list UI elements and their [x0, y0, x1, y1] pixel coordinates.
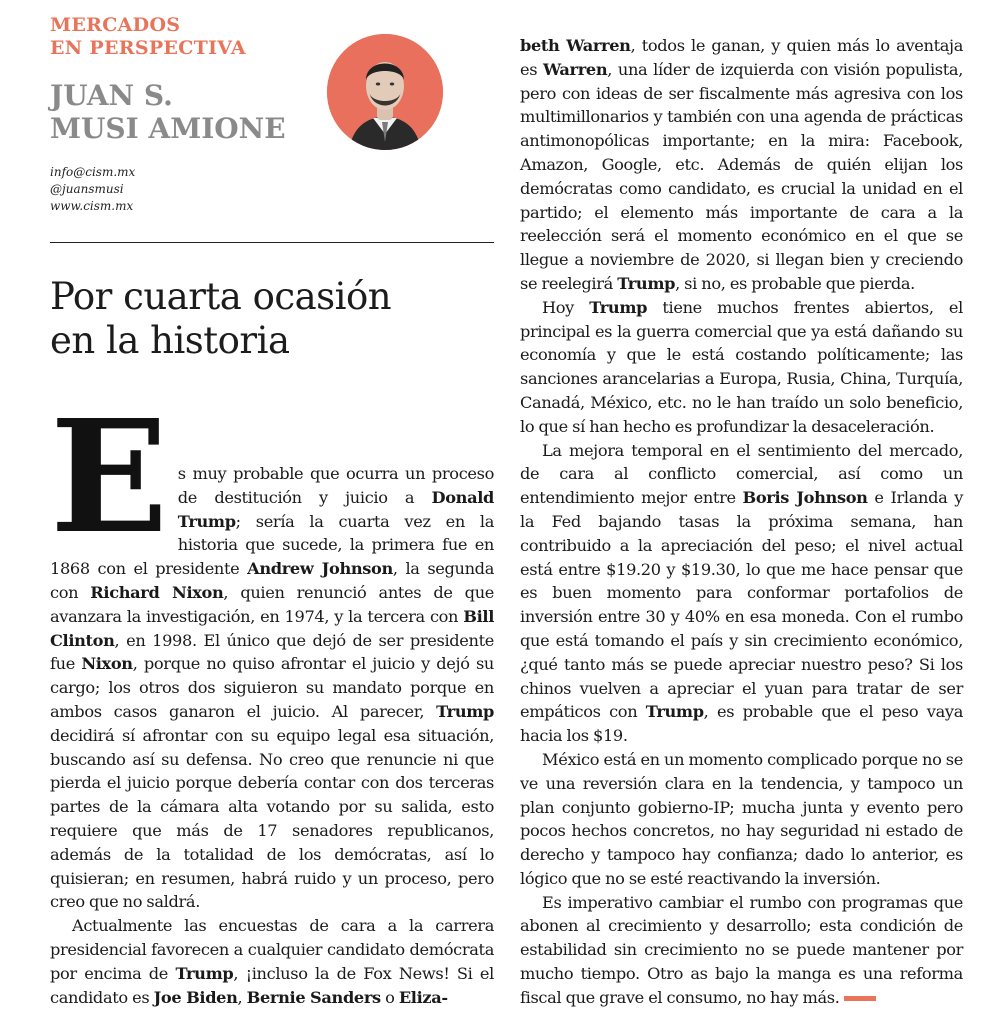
paragraph-5: México está en un momento complicado porque no se ve una reversión clara en la tendencia, y tampoco un plan conjunto gobierno-IP; mucha junta y evento pero pocos hechos concretos, no hay seguridad ni estado de derecho y tampoco hay confianza; dado lo anterior, es lógico que no se esté reactivando la inversión. [520, 749, 963, 888]
text: , todos le ganan, y quien más lo aventaja es [520, 36, 963, 79]
text: s muy probable que ocurra un proceso de destitución y juicio a [177, 464, 494, 507]
text: , en 1998. El único que dejó de ser presidente fue [50, 630, 494, 674]
name-bold: Joe Biden [153, 987, 238, 1007]
text: , es probable que el peso vaya hacia los $19. [520, 702, 963, 746]
name-bold: Andrew Johnson [247, 559, 393, 579]
author-line-2: MUSI AMIONE [50, 112, 286, 145]
text: Es imperativo cambiar el rumbo con programas que abonen al crecimiento y desarrollo; esta condición de estabilidad sin crecimiento no se puede mantener por mucho tiempo. Otro as bajo la manga es una reforma fiscal que grave el consumo, no hay más. [520, 892, 963, 1007]
text: , una líder de izquierda con visión populista, pero con ideas de ser fiscalmente más agresiva con los multimillonarios y también con una agenda de prácticas antimonopólicas importante; en la mira: Facebook, Amazon, Google, etc. Además de quién elijan los demócratas como candidato, es crucial la unidad en el partido; el elemento más importante de cara a la reelección será el momento económico en el que se llegue a noviembre de 2020, si llegan bien y creciendo se reelegirá [520, 59, 963, 293]
header-divider [50, 242, 494, 243]
text: Actualmente las encuestas de cara a la carrera presidencial favorecen a cualquier candidato demócrata por encima de [50, 916, 494, 983]
name-bold: Trump [175, 963, 234, 983]
name-bold: Trump [436, 701, 494, 721]
name-bold: Nixon [81, 654, 133, 674]
name-bold: Trump [645, 702, 704, 722]
text: , porque no quiso afrontar el juicio y dejó su cargo; los otros dos siguieron su mandato porque en ambos casos ganaron el juicio. Al parecer, [50, 654, 494, 721]
text: , la segunda con [50, 559, 494, 602]
article-body-left [50, 385, 495, 1009]
text: , si no, es probable que pierda. [675, 273, 915, 293]
name-bold: Donald Trump [177, 487, 494, 531]
kicker-line-2: EN PERSPECTIVA [50, 37, 246, 59]
article-headline [50, 275, 494, 363]
author-portrait-icon [327, 34, 443, 150]
headline-line-2: en la historia [50, 319, 290, 362]
text: tiene muchos frentes abiertos, el principal es la guerra comercial que ya está dañando su economía y que le está costando políticamente; las sanciones arancelarias a Europa, Rusia, China, Turquía, Canadá, México, etc. no le han traído un solo beneficio, lo que sí han hecho es profundizar la desaceleración. [520, 297, 963, 436]
text: decidirá sí afrontar con su equipo legal esa situación, buscando así su defensa. No creo que renuncie ni que pierda el juicio porque debería contar con dos terceras partes de la cámara alta votando por su salida, esto requiere que más de 17 senadores republicanos, además de la totalidad de los demócratas, así lo quisieran; en resumen, habrá ruido y un proceso, pero creo que no saldrá. [50, 725, 494, 912]
paragraph-4 [520, 439, 963, 748]
paragraph-6 [520, 891, 963, 1010]
text: e Irlanda y la Fed bajando tasas la próxima semana, han contribuido a la apreciación del peso; el nivel actual está entre $19.20 y $19.30, lo que me hace pensar que es buen momento para conformar portafolios de inversión entre 30 y 40% en esa moneda. Con el rumbo que está tomando el país y sin crecimiento económico, ¿qué tanto más se puede apreciar nuestro peso? Si los chinos vuelven a apreciar el yuan para tratar de ser empáticos con [520, 488, 964, 722]
paragraph-3 [520, 296, 963, 439]
name-bold: Boris Johnson [742, 488, 868, 508]
author-photo [327, 34, 443, 150]
paragraph-1 [50, 385, 495, 914]
text: Hoy [542, 297, 590, 317]
article-body-right [520, 34, 963, 1010]
name-bold: Warren [543, 59, 608, 79]
name-bold: Bill Clinton [50, 606, 494, 650]
kicker-line-1: MERCADOS [50, 14, 181, 36]
text: ; sería la cuarta vez en la historia que sucede, la primera fue en 1868 con el presidente [50, 511, 494, 579]
text: , ¡incluso la de Fox News! Si el candidato es [50, 963, 494, 1007]
author-line-1: JUAN S. [50, 79, 173, 112]
paragraph-2-continued [520, 34, 963, 296]
name-bold: Eliza- [398, 987, 448, 1007]
text: La mejora temporal en el sentimiento del mercado, de cara al conflicto comercial, así como un entendimiento mejor entre [520, 440, 963, 508]
author-contacts [50, 164, 494, 215]
author-name [50, 79, 350, 145]
text: , quien renunció antes de que avanzara la investigación, en 1974, y la tercera con [50, 582, 495, 626]
name-bold: Richard Nixon [90, 582, 224, 602]
section-kicker [50, 14, 350, 60]
author-email[interactable]: info@cism.mx [50, 165, 136, 179]
paragraph-2-start [50, 914, 494, 1009]
author-website[interactable]: www.cism.mx [50, 199, 134, 213]
text: , [237, 987, 247, 1007]
author-twitter[interactable]: @juansmusi [50, 182, 124, 196]
headline-line-1: Por cuarta ocasión [50, 275, 392, 318]
name-bold: Bernie Sanders [246, 987, 381, 1007]
drop-cap: E [50, 385, 168, 568]
name-bold: beth Warren [520, 36, 631, 55]
text: o [380, 987, 399, 1007]
name-bold: Trump [617, 273, 676, 293]
end-mark-icon [844, 996, 876, 1001]
name-bold: Trump [589, 297, 648, 317]
